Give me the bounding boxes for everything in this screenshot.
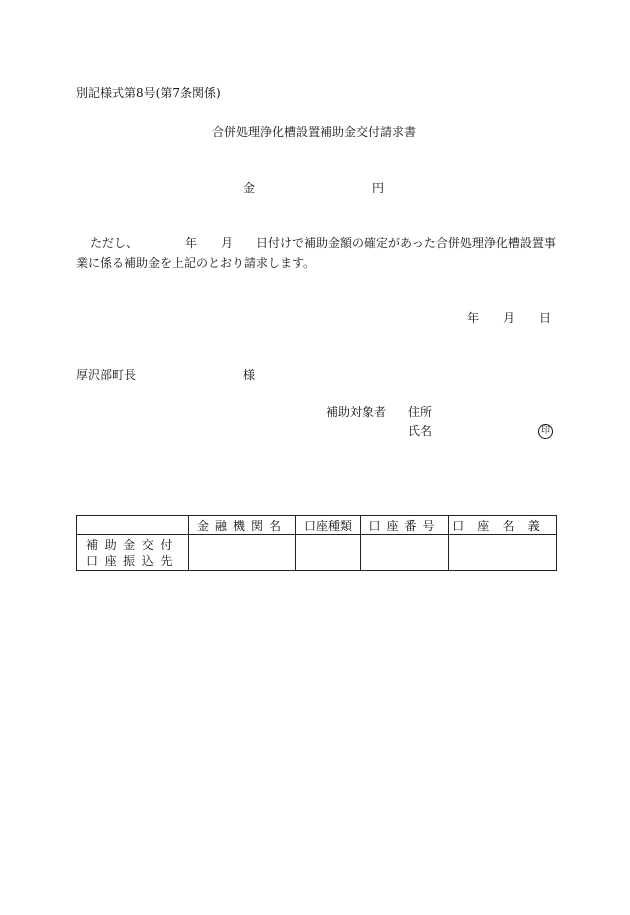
row-label-line1: 補助金交付: [85, 537, 179, 552]
header-bank-name: 金融機関名: [189, 516, 296, 535]
seal-mark: 印: [538, 424, 553, 439]
account-number-cell: [361, 535, 449, 571]
name-label: 氏名: [408, 424, 433, 438]
account-holder-cell: [449, 535, 557, 571]
table-header-row: [77, 516, 557, 535]
document-title: 合併処理浄化槽設置補助金交付請求書: [212, 125, 417, 139]
amount-prefix: 金: [243, 181, 256, 195]
applicant-label: 補助対象者: [326, 405, 387, 419]
date-month: 月: [503, 311, 516, 325]
body-line2: 業に係る補助金を上記のとおり請求します。: [76, 256, 316, 270]
address-label: 住所: [408, 405, 433, 419]
row-label-transfer-destination: [77, 535, 189, 571]
table-header-blank: [77, 516, 189, 535]
row-label-line2: 口座振込先: [85, 553, 179, 568]
bank-name-cell: [189, 535, 296, 571]
table-row: [77, 535, 557, 571]
date-year: 年: [467, 311, 480, 325]
header-account-number: 口座番号: [361, 516, 449, 535]
header-account-holder: 口座名義: [449, 516, 557, 535]
header-account-type: 口座種類: [296, 516, 361, 535]
date-day: 日: [539, 311, 552, 325]
bank-account-table: [76, 515, 557, 571]
addressee-honorific: 様: [243, 368, 256, 382]
account-type-cell: [296, 535, 361, 571]
body-month: 月: [221, 236, 234, 250]
body-line1-start: ただし、: [90, 236, 139, 250]
addressee-name: 厚沢部町長: [76, 368, 137, 382]
body-line1-end: 日付けで補助金額の確定があった合併処理浄化槽設置事: [256, 236, 556, 250]
body-year: 年: [185, 236, 198, 250]
form-number: 別記様式第8号(第7条関係): [76, 86, 221, 100]
amount-suffix: 円: [372, 181, 385, 195]
